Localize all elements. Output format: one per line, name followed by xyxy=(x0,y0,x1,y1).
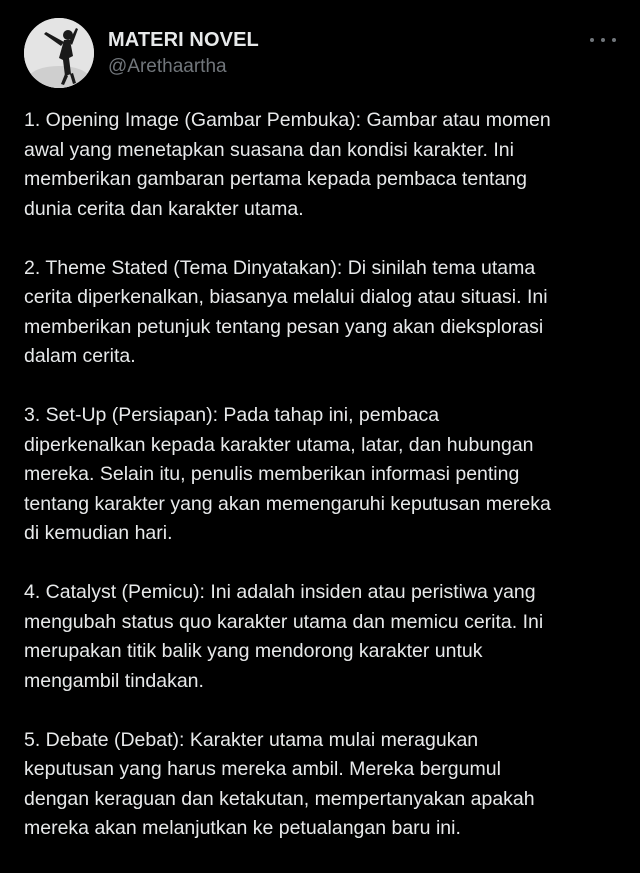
text-line: dalam cerita. xyxy=(24,345,136,367)
ellipsis-icon xyxy=(612,38,616,42)
tweet-paragraph xyxy=(24,578,624,696)
text-line: mengambil tindakan. xyxy=(24,669,204,692)
tweet-paragraph xyxy=(24,106,624,224)
text-line: mereka. Selain itu, penulis memberikan informasi penting xyxy=(24,463,520,485)
ellipsis-icon xyxy=(601,38,605,42)
text-line: awal yang menetapkan suasana dan kondisi karakter. Ini xyxy=(24,138,514,161)
text-line: cerita diperkenalkan, biasanya melalui dialog atau situasi. Ini xyxy=(24,286,548,308)
display-name[interactable]: MATERI NOVEL xyxy=(108,29,259,51)
text-line: memberikan gambaran pertama kepada pembaca tentang xyxy=(24,168,527,190)
text-line: mengubah status quo karakter utama dan memicu cerita. Ini xyxy=(24,610,544,633)
user-handle[interactable]: @Arethaartha xyxy=(108,56,227,77)
tweet-header xyxy=(24,16,616,88)
more-options-button[interactable] xyxy=(590,30,616,50)
text-line: 5. Debate (Debat): Karakter utama mulai meragukan xyxy=(24,728,479,751)
text-line: diperkenalkan kepada karakter utama, latar, dan hubungan xyxy=(24,433,534,456)
tweet-paragraph xyxy=(24,401,624,549)
text-line: merupakan titik balik yang mendorong karakter untuk xyxy=(24,640,483,662)
tweet-paragraph xyxy=(24,726,624,844)
text-line: keputusan yang harus mereka ambil. Mereka bergumul xyxy=(24,758,501,780)
text-line: 3. Set-Up (Persiapan): Pada tahap ini, pembaca xyxy=(24,404,440,426)
avatar[interactable] xyxy=(24,18,94,88)
text-line: 4. Catalyst (Pemicu): Ini adalah insiden atau peristiwa yang xyxy=(24,581,536,603)
text-line: 1. Opening Image (Gambar Pembuka): Gambar atau momen xyxy=(24,109,551,131)
text-line: di kemudian hari. xyxy=(24,522,173,544)
tweet-paragraph xyxy=(24,254,624,372)
text-line: mereka akan melanjutkan ke petualangan baru ini. xyxy=(24,817,461,839)
text-line: dengan keraguan dan ketakutan, mempertanyakan apakah xyxy=(24,787,535,810)
author-names xyxy=(108,28,259,79)
tweet-text xyxy=(24,106,624,873)
text-line: memberikan petunjuk tentang pesan yang akan dieksplorasi xyxy=(24,315,544,338)
profile-photo-icon xyxy=(24,18,94,88)
text-line: tentang karakter yang akan memengaruhi keputusan mereka xyxy=(24,492,551,515)
text-line: 2. Theme Stated (Tema Dinyatakan): Di sinilah tema utama xyxy=(24,256,536,279)
ellipsis-icon xyxy=(590,38,594,42)
text-line: dunia cerita dan karakter utama. xyxy=(24,197,304,220)
